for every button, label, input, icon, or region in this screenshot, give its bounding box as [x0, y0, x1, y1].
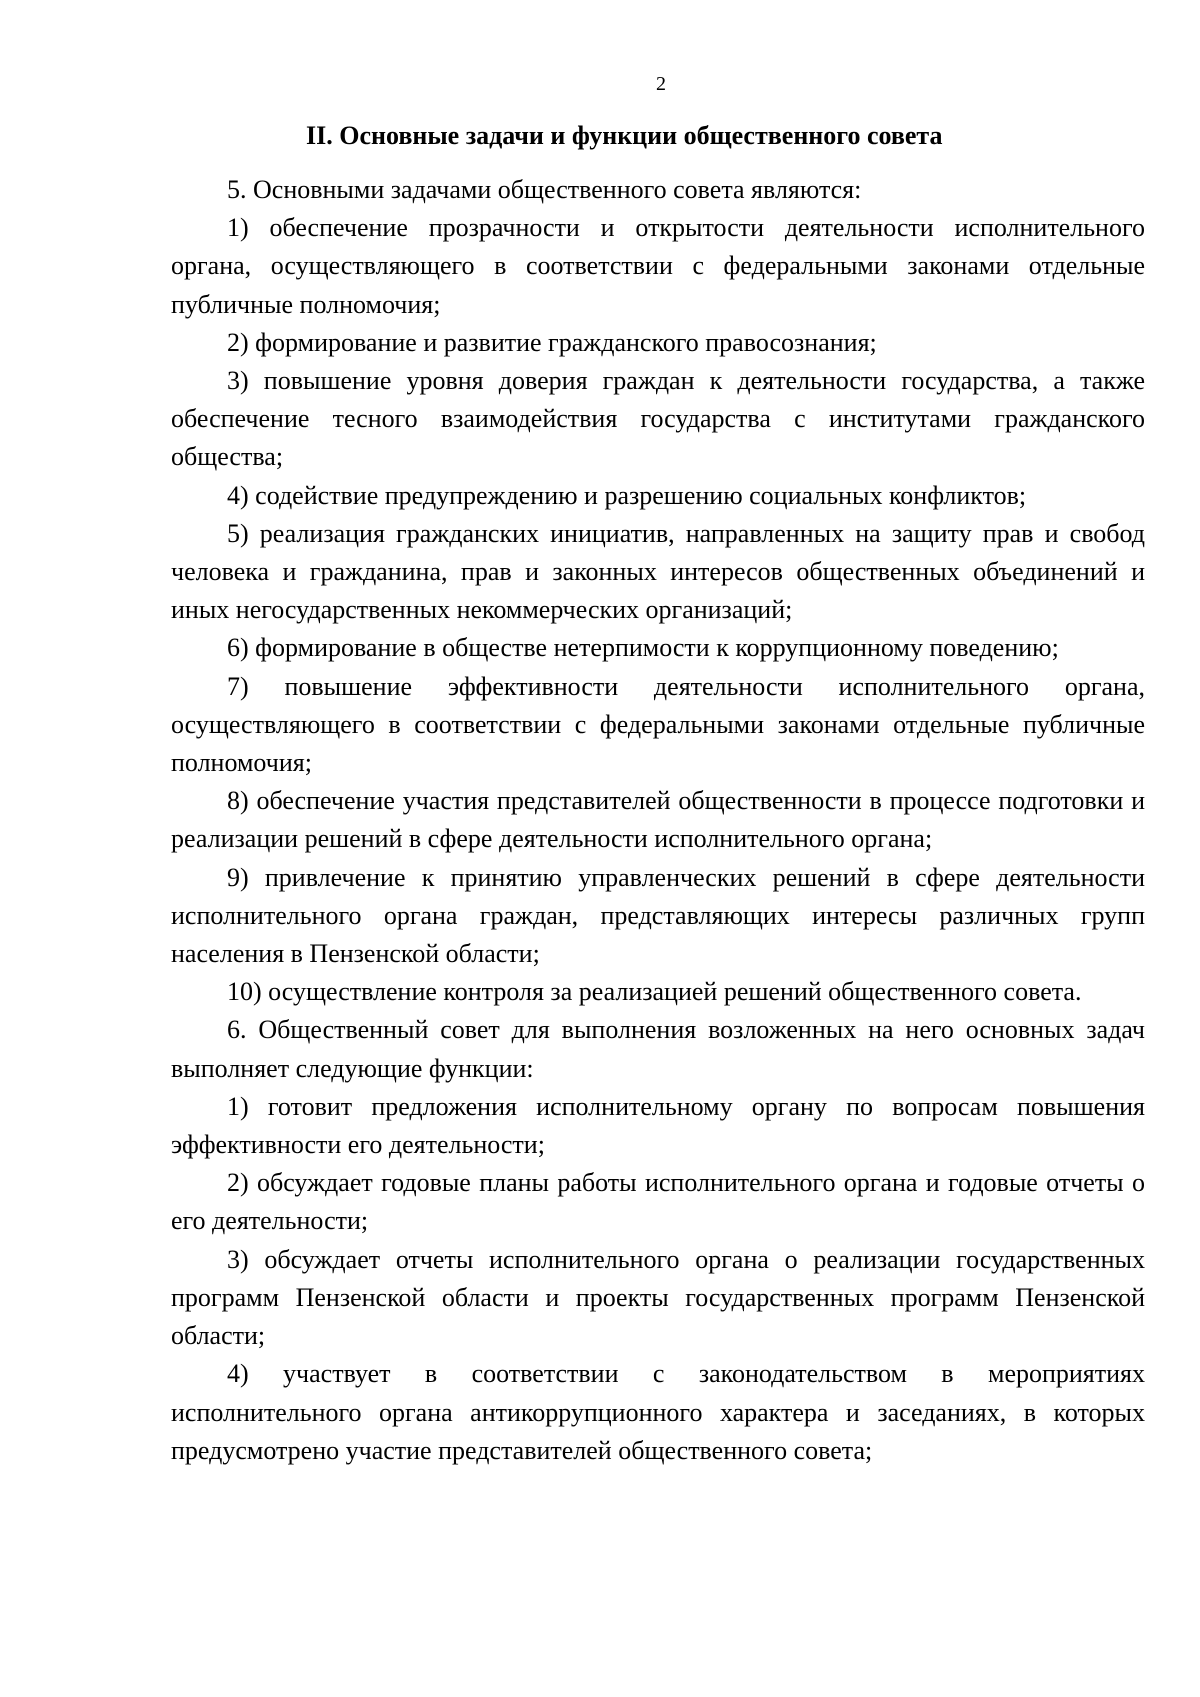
paragraph-function-1: 1) готовит предложения исполнительному органу по вопросам повышения эффективности его деятельности; — [171, 1091, 1145, 1160]
paragraph-task-8: 8) обеспечение участия представителей общественности в процессе подготовки и реализации решений в сфере деятельности исполнительного органа; — [171, 786, 1145, 854]
paragraph-function-4: 4) участвует в соответствии с законодательством в мероприятиях исполнительного органа антикоррупционного характера и заседаниях, в которых предусмотрено участие представителей общественного совета; — [171, 1359, 1145, 1465]
paragraph-task-7: 7) повышение эффективности деятельности исполнительного органа, осуществляющего в соответствии с федеральными законами отдельные публичные полномочия; — [171, 671, 1145, 778]
paragraph-task-3: 3) повышение уровня доверия граждан к деятельности государства, а также обеспечение тесного взаимодействия государства с институтами гражданского общества; — [171, 366, 1145, 472]
paragraph-function-intro: 6. Общественный совет для выполнения возложенных на него основных задач выполняет следующие функции: — [171, 1015, 1145, 1083]
page-number: 2 — [656, 73, 666, 95]
section-title: II. Основные задачи и функции общественного совета — [306, 121, 943, 150]
paragraph-task-1: 1) обеспечение прозрачности и открытости деятельности исполнительного органа, осуществляющего в соответствии с федеральными законами отдельные публичные полномочия; — [171, 213, 1145, 319]
paragraph-task-intro: 5. Основными задачами общественного совета являются: — [227, 175, 862, 204]
document-body — [171, 117, 1145, 1470]
paragraph-function-2: 2) обсуждает годовые планы работы исполнительного органа и годовые отчеты о его деятельности; — [171, 1168, 1145, 1236]
paragraph-task-4: 4) содействие предупреждению и разрешению социальных конфликтов; — [227, 480, 1027, 510]
paragraph-task-6: 6) формирование в обществе нетерпимости к коррупционному поведению; — [227, 633, 1059, 663]
paragraph-task-9: 9) привлечение к принятию управленческих решений в сфере деятельности исполнительного органа граждан, представляющих интересы различных групп населения в Пензенской области; — [171, 862, 1145, 969]
paragraph-task-10: 10) осуществление контроля за реализацией решений общественного совета. — [227, 977, 1082, 1007]
paragraph-function-3: 3) обсуждает отчеты исполнительного органа о реализации государственных программ Пензенской области и проекты государственных программ Пензенской области; — [171, 1244, 1145, 1351]
paragraph-task-5: 5) реализация гражданских инициатив, направленных на защиту прав и свобод человека и гражданина, прав и законных интересов общественных объединений и иных негосударственных некоммерческих организаций; — [171, 518, 1145, 625]
paragraph-task-2: 2) формирование и развитие гражданского правосознания; — [227, 327, 877, 357]
